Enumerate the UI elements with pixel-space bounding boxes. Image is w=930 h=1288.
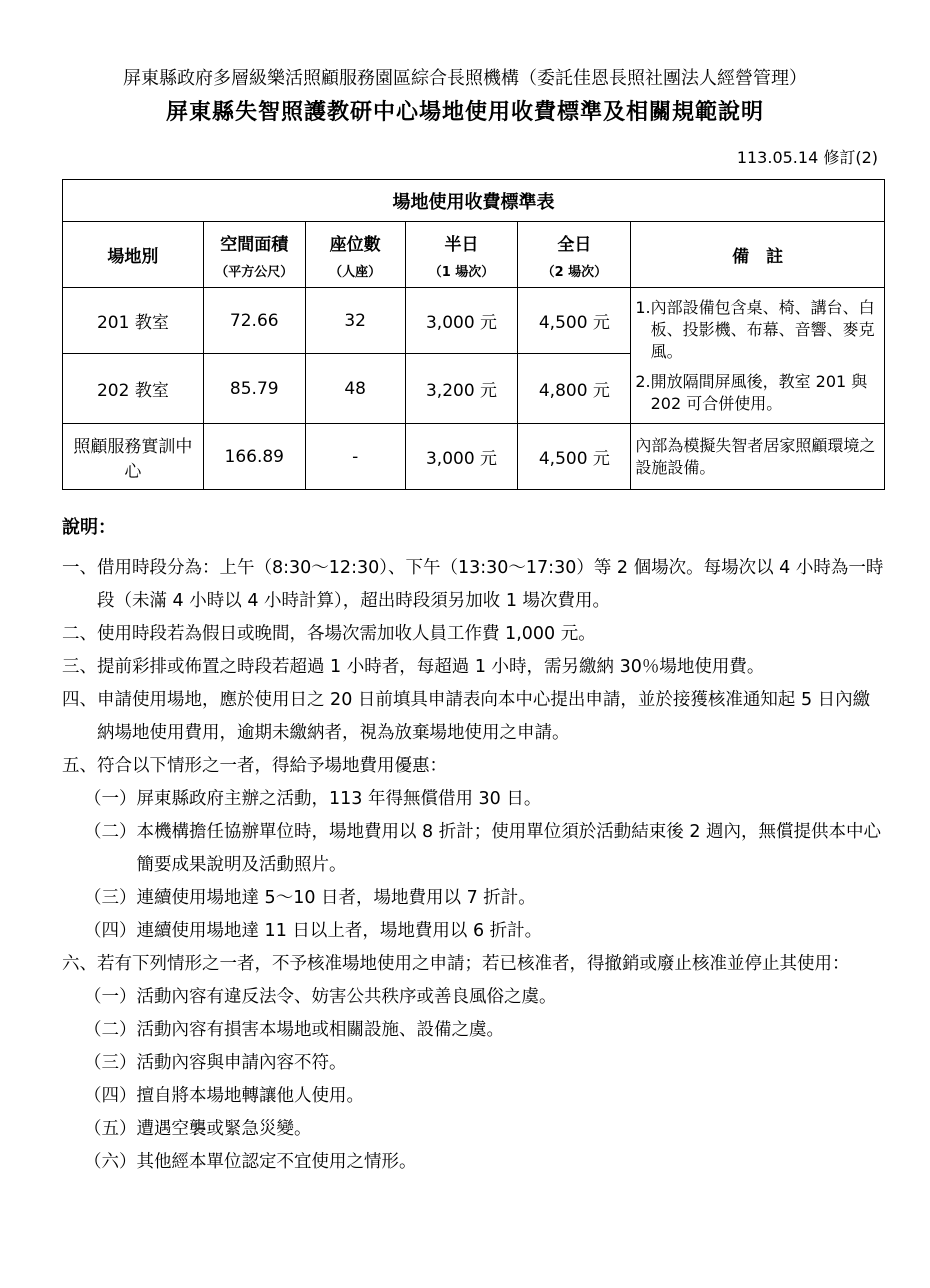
list-item: 四、 申請使用場地，應於使用日之 20 日前填具申請表向本中心提出申請，並於接獲核准通知起 5 日內繳納場地使用費用，逾期未繳納者，視為放棄場地使用之申請。 bbox=[62, 690, 871, 743]
revision-date: 113.05.14 修訂(2) bbox=[736, 148, 878, 167]
column-header: 空間面積 （平方公尺） bbox=[203, 222, 305, 288]
remark-item: 1. 內部設備包含桌、椅、講台、白板、投影機、布幕、音響、麥克風。 bbox=[635, 297, 875, 361]
list-item: 二、 使用時段若為假日或晚間，各場次需加收人員工作費 1,000 元。 bbox=[62, 624, 596, 644]
area-cell: 166.89 bbox=[203, 424, 305, 490]
seats-cell: 32 bbox=[305, 288, 405, 354]
fee-table bbox=[62, 179, 885, 490]
refusal-item: （五） 遭遇空襲或緊急災變。 bbox=[84, 1119, 312, 1139]
seats-cell: 48 bbox=[305, 354, 405, 424]
venue-cell: 照顧服務實訓中心 bbox=[63, 424, 204, 490]
column-header: 座位數 （人座） bbox=[305, 222, 405, 288]
table-header-row bbox=[63, 222, 885, 288]
document-title: 屏東縣失智照護教研中心場地使用收費標準及相關規範說明 bbox=[165, 100, 764, 125]
column-header: 半日 （1 場次） bbox=[405, 222, 518, 288]
list-item: 五、 符合以下情形之一者，得給予場地費用優惠： bbox=[62, 756, 447, 776]
refusal-item: （六） 其他經本單位認定不宜使用之情形。 bbox=[84, 1152, 417, 1172]
refusal-item: （一） 活動內容有違反法令、妨害公共秩序或善良風俗之虞。 bbox=[84, 987, 557, 1007]
venue-cell: 202 教室 bbox=[63, 354, 204, 424]
half-day-fee-cell: 3,000 元 bbox=[405, 424, 518, 490]
full-day-fee-cell: 4,500 元 bbox=[518, 424, 631, 490]
list-item: 一、 借用時段分為：上午（8:30～12:30）、下午（13:30～17:30）等 2 個場次。每場次以 4 小時為一時段（未滿 4 小時以 4 小時計算），超出時段須另加收 1 場次費用。 bbox=[62, 558, 884, 611]
venue-cell: 201 教室 bbox=[63, 288, 204, 354]
organization-line: 屏東縣政府多層級樂活照顧服務園區綜合長照機構（委託佳恩長照社團法人經營管理） bbox=[123, 68, 807, 89]
discount-item: （二） 本機構擔任協辦單位時，場地費用以 8 折計；使用單位須於活動結束後 2 週內，無償提供本中心簡要成果說明及活動照片。 bbox=[84, 822, 882, 875]
column-header: 全日 （2 場次） bbox=[518, 222, 631, 288]
half-day-fee-cell: 3,000 元 bbox=[405, 288, 518, 354]
discount-item: （四） 連續使用場地達 11 日以上者，場地費用以 6 折計。 bbox=[84, 921, 543, 941]
remarks-cell bbox=[631, 288, 885, 424]
table-caption: 場地使用收費標準表 bbox=[63, 180, 885, 222]
list-item: 三、 提前彩排或佈置之時段若超過 1 小時者，每超過 1 小時，需另繳納 30％場地使用費。 bbox=[62, 657, 765, 677]
discount-item: （三） 連續使用場地達 5～10 日者，場地費用以 7 折計。 bbox=[84, 888, 536, 908]
discount-item: （一） 屏東縣政府主辦之活動，113 年得無償借用 30 日。 bbox=[84, 789, 542, 809]
seats-cell: - bbox=[305, 424, 405, 490]
half-day-fee-cell: 3,200 元 bbox=[405, 354, 518, 424]
column-header: 備 註 bbox=[631, 222, 885, 288]
refusal-item: （二） 活動內容有損害本場地或相關設施、設備之虞。 bbox=[84, 1020, 504, 1040]
explanation-heading: 說明： bbox=[62, 517, 116, 538]
refusal-item: （三） 活動內容與申請內容不符。 bbox=[84, 1053, 347, 1073]
full-day-fee-cell: 4,800 元 bbox=[518, 354, 631, 424]
table-row bbox=[63, 288, 885, 354]
table-row bbox=[63, 424, 885, 490]
refusal-item: （四） 擅自將本場地轉讓他人使用。 bbox=[84, 1086, 364, 1106]
remark-item: 2. 開放隔間屏風後，教室 201 與 202 可合併使用。 bbox=[635, 371, 868, 413]
area-cell: 85.79 bbox=[203, 354, 305, 424]
explanation-list bbox=[62, 552, 885, 1179]
list-item: 六、 若有下列情形之一者，不予核准場地使用之申請；若已核准者，得撤銷或廢止核准並停止其使用： bbox=[62, 954, 850, 974]
full-day-fee-cell: 4,500 元 bbox=[518, 288, 631, 354]
area-cell: 72.66 bbox=[203, 288, 305, 354]
remarks-cell: 內部為模擬失智者居家照顧環境之設施設備。 bbox=[631, 424, 885, 490]
column-header: 場地別 bbox=[63, 222, 204, 288]
